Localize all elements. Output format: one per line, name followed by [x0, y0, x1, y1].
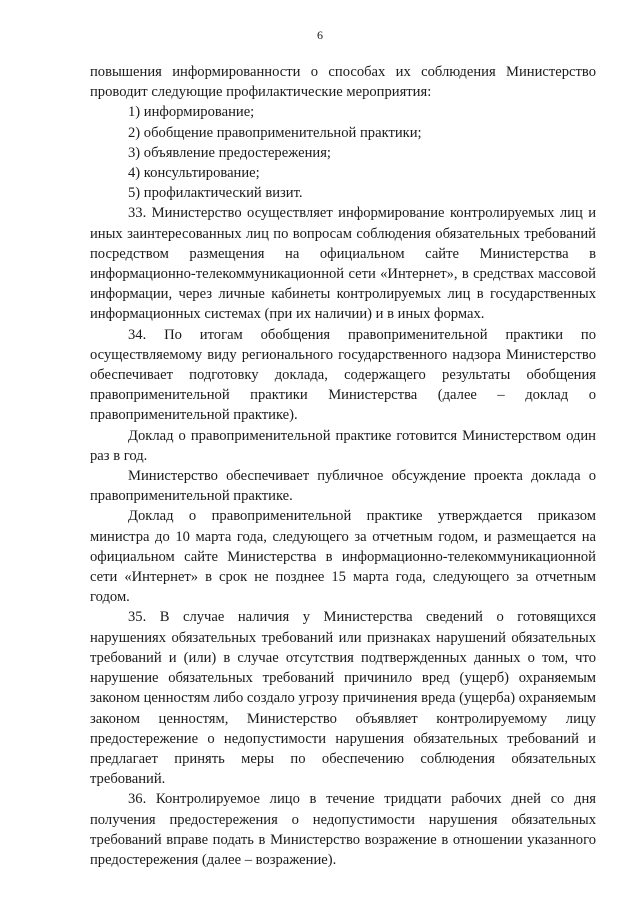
paragraph-34: 34. По итогам обобщения правоприменительной практики по осуществляемому виду регионального государственного надзора Министерство обеспечивает подготовку доклада, содержащего результаты обобщения правоприменительной практики Министерства (далее – доклад о правоприменительной практике).	[90, 326, 596, 424]
list-item-3: 3) объявление предостережения;	[128, 144, 331, 161]
paragraph-34-report-frequency: Доклад о правоприменительной практике готовится Министерством один раз в год.	[90, 427, 596, 464]
list-item-5: 5) профилактический визит.	[128, 185, 303, 202]
page-number: 6	[317, 28, 323, 42]
paragraph-35: 35. В случае наличия у Министерства сведений о готовящихся нарушениях обязательных требований или признаках нарушений обязательных требований и (или) в случае отсутствия подтвержденных данных о том, что нарушение обязательных требований причинило вред (ущерб) охраняемым законом ценностям либо создало угрозу причинения вреда (ущерба) охраняемым законом ценностям, Министерство объявляет контролируемому лицу предостережение о недопустимости нарушения обязательных требований и предлагает принять меры по обеспечению соблюдения обязательных требований.	[90, 609, 596, 788]
paragraph-intro: повышения информированности о способах их соблюдения Министерство проводит следующие профилактические мероприятия:	[90, 64, 596, 101]
document-body	[90, 62, 596, 870]
paragraph-34-public-discussion: Министерство обеспечивает публичное обсуждение проекта доклада о правоприменительной практике.	[90, 468, 596, 505]
paragraph-34-approval: Доклад о правоприменительной практике утверждается приказом министра до 10 марта года, следующего за отчетным годом, и размещается на официальном сайте Министерства в информационно-телекоммуникационной сети «Интернет» в срок не позднее 15 марта года, следующего за отчетным годом.	[90, 508, 596, 606]
list-item-1: 1) информирование;	[128, 104, 255, 121]
list-item-2: 2) обобщение правоприменительной практики;	[128, 124, 422, 141]
paragraph-33: 33. Министерство осуществляет информирование контролируемых лиц и иных заинтересованных лиц по вопросам соблюдения обязательных требований посредством размещения на официальном сайте Министерства в информационно-телекоммуникационной сети «Интернет», в средствах массовой информации, через личные кабинеты контролируемых лиц в государственных информационных системах (при их наличии) и в иных формах.	[90, 205, 596, 323]
list-item-4: 4) консультирование;	[128, 165, 260, 182]
paragraph-36: 36. Контролируемое лицо в течение тридцати рабочих дней со дня получения предостережения о недопустимости нарушения обязательных требований вправе подать в Министерство возражение в отношении указанного предостережения (далее – возражение).	[90, 791, 596, 868]
